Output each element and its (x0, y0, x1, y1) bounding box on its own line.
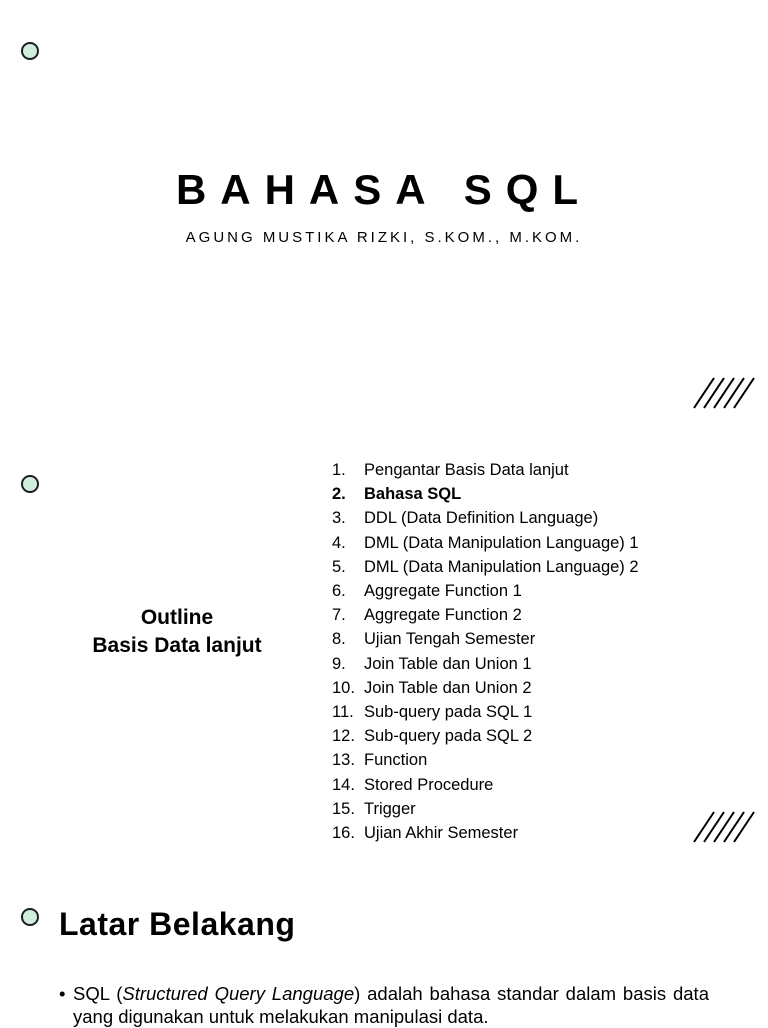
agenda-item-label: Bahasa SQL (364, 485, 462, 504)
presentation-title: BAHASA SQL (175, 166, 593, 213)
agenda-item (332, 748, 639, 772)
bullet-paragraph (59, 982, 709, 1028)
agenda-item (332, 579, 639, 603)
agenda-item-number: 6. (332, 582, 346, 601)
agenda-item-number: 5. (332, 557, 346, 576)
agenda-item-number: 9. (332, 654, 346, 673)
agenda-item-label: Aggregate Function 2 (364, 606, 522, 625)
outline-heading-line2: Basis Data lanjut (92, 634, 262, 657)
agenda-item-label: DML (Data Manipulation Language) 1 (364, 533, 639, 552)
paragraph-term: Structured Query Language (122, 983, 355, 1004)
circle-bullet-icon (21, 908, 39, 926)
agenda-item (332, 627, 639, 651)
agenda-item (332, 676, 639, 700)
agenda-item-number: 2. (332, 485, 346, 504)
agenda-item-number: 15. (332, 799, 355, 818)
agenda-item-label: DML (Data Manipulation Language) 2 (364, 557, 639, 576)
agenda-item-label: Pengantar Basis Data lanjut (364, 461, 569, 479)
agenda-item-label: Aggregate Function 1 (364, 582, 522, 601)
agenda-item-label: Function (364, 751, 428, 770)
title-slide (0, 0, 768, 434)
agenda-item (332, 458, 639, 482)
agenda-item-number: 12. (332, 727, 355, 746)
agenda-item-number: 4. (332, 533, 346, 552)
agenda-item-label: Join Table dan Union 2 (364, 678, 532, 697)
agenda-item-number: 14. (332, 775, 355, 794)
agenda-item-number: 13. (332, 751, 355, 770)
paragraph-text (73, 982, 709, 1028)
agenda-item-number: 7. (332, 606, 346, 625)
agenda-item-label: Trigger (364, 799, 416, 818)
outline-heading-line1: Outline (140, 606, 214, 629)
section-heading: Latar Belakang (59, 906, 296, 942)
agenda-item (332, 603, 639, 627)
agenda-list (332, 458, 639, 845)
agenda-item (332, 797, 639, 821)
background-slide (0, 868, 768, 1027)
agenda-item-label: Ujian Akhir Semester (364, 824, 519, 843)
agenda-item (332, 821, 639, 845)
agenda-item-label: Sub-query pada SQL 2 (364, 727, 533, 746)
author-name: AGUNG MUSTIKA RIZKI, S.KOM., M.KOM. (185, 229, 583, 246)
agenda-item-label: DDL (Data Definition Language) (364, 509, 599, 528)
paragraph-lead: SQL ( (73, 983, 123, 1004)
agenda-item-number: 11. (332, 703, 354, 722)
agenda-item-label: Join Table dan Union 1 (364, 654, 532, 673)
hatch-lines-icon (692, 376, 758, 410)
agenda-item-label: Stored Procedure (364, 775, 494, 794)
agenda-item (332, 724, 639, 748)
agenda-item (332, 700, 639, 724)
hatch-lines-icon (692, 810, 758, 844)
bullet-marker: • (59, 983, 66, 1004)
agenda-item (332, 773, 639, 797)
paragraph-rest: ) adalah bahasa standar dalam basis data yang digunakan untuk melakukan manipulasi data. (73, 983, 709, 1027)
agenda-item-number: 1. (332, 461, 346, 479)
agenda-item (332, 506, 639, 530)
agenda-item-label: Sub-query pada SQL 1 (364, 703, 533, 722)
agenda-item-number: 3. (332, 509, 346, 528)
agenda-item (332, 482, 639, 506)
agenda-item (332, 555, 639, 579)
agenda-item (332, 652, 639, 676)
agenda-item-label: Ujian Tengah Semester (364, 630, 536, 649)
circle-bullet-icon (21, 42, 39, 60)
outline-heading (60, 604, 294, 660)
outline-slide (0, 434, 768, 868)
agenda-item-number: 8. (332, 630, 346, 649)
agenda-item (332, 531, 639, 555)
circle-bullet-icon (21, 475, 39, 493)
agenda-item-number: 16. (332, 824, 355, 843)
agenda-item-number: 10. (332, 678, 355, 697)
